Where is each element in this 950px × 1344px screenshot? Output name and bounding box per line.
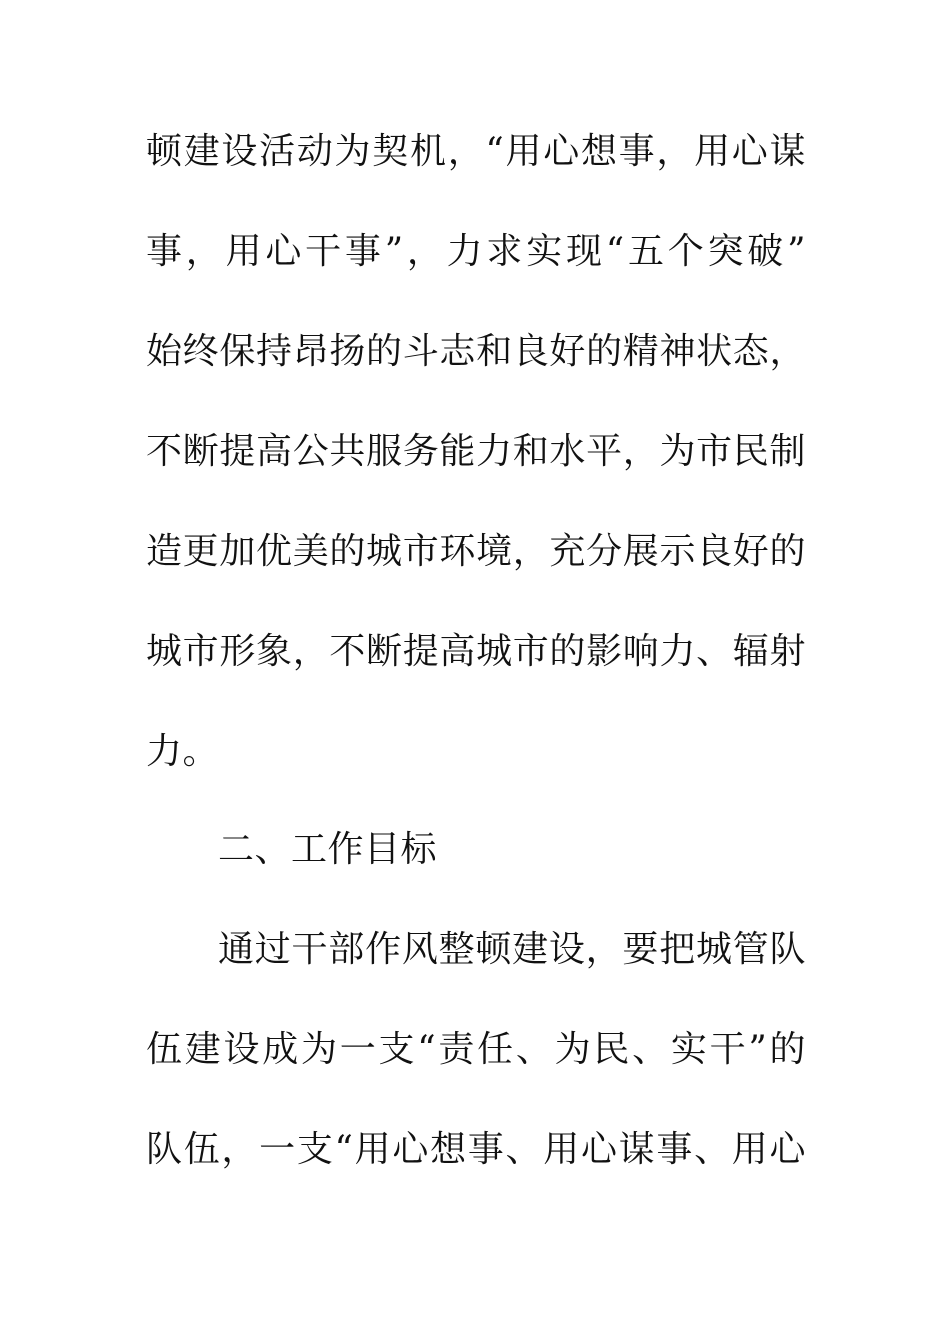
paragraph-line-6: 城市形象，不断提高城市的影响力、辐射 [146, 631, 806, 672]
paragraph-line-9: 伍建设成为一支“责任、为民、实干”的 [146, 1029, 806, 1070]
paragraph-line-2: 事，用心干事”，力求实现“五个突破” [146, 231, 806, 272]
paragraph-line-10: 队伍，一支“用心想事、用心谋事、用心 [146, 1129, 806, 1170]
paragraph-line-8: 通过干部作风整顿建设，要把城管队 [218, 929, 806, 970]
paragraph-line-1: 顿建设活动为契机，“用心想事，用心谋 [146, 131, 806, 172]
paragraph-line-4: 不断提高公共服务能力和水平，为市民制 [146, 431, 806, 472]
paragraph-line-7: 力。 [146, 731, 220, 772]
paragraph-line-3: 始终保持昂扬的斗志和良好的精神状态， [146, 331, 806, 372]
paragraph-line-5: 造更加优美的城市环境，充分展示良好的 [146, 531, 806, 572]
section-heading: 二、工作目标 [218, 829, 438, 870]
